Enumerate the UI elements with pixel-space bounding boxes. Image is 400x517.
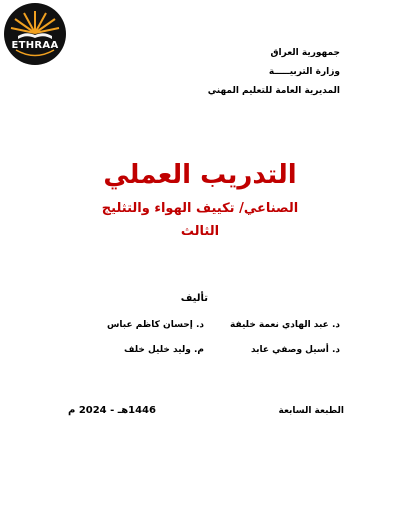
publication-year: 1446هـ - 2024 م [68, 405, 156, 416]
header-directorate: المديرية العامة للتعليم المهني [207, 86, 340, 96]
author-name: د. عبد الهادي نعمة خليفة [230, 320, 340, 330]
ethraa-logo [4, 3, 66, 65]
author-name: د. أسيل وصفي عابد [250, 345, 340, 355]
sunburst-book-icon [4, 3, 66, 65]
header-ministry: وزارة التربيـــــة [268, 67, 340, 77]
book-subtitle: الصناعي/ تكييف الهواء والتثليج [101, 201, 299, 216]
institution-header [140, 44, 340, 101]
author-name: م. وليد خليل خلف [123, 345, 204, 355]
authors-label: تأليف [180, 293, 208, 304]
book-stage: الثالث [180, 224, 220, 239]
edition-label: الطبعة السابعة [278, 406, 344, 416]
logo-text: ETHRAA [11, 40, 59, 51]
book-title: التدريب العملي [103, 160, 297, 190]
author-name: د. إحسان كاظم عباس [107, 320, 204, 330]
header-country: جمهورية العراق [270, 48, 340, 58]
